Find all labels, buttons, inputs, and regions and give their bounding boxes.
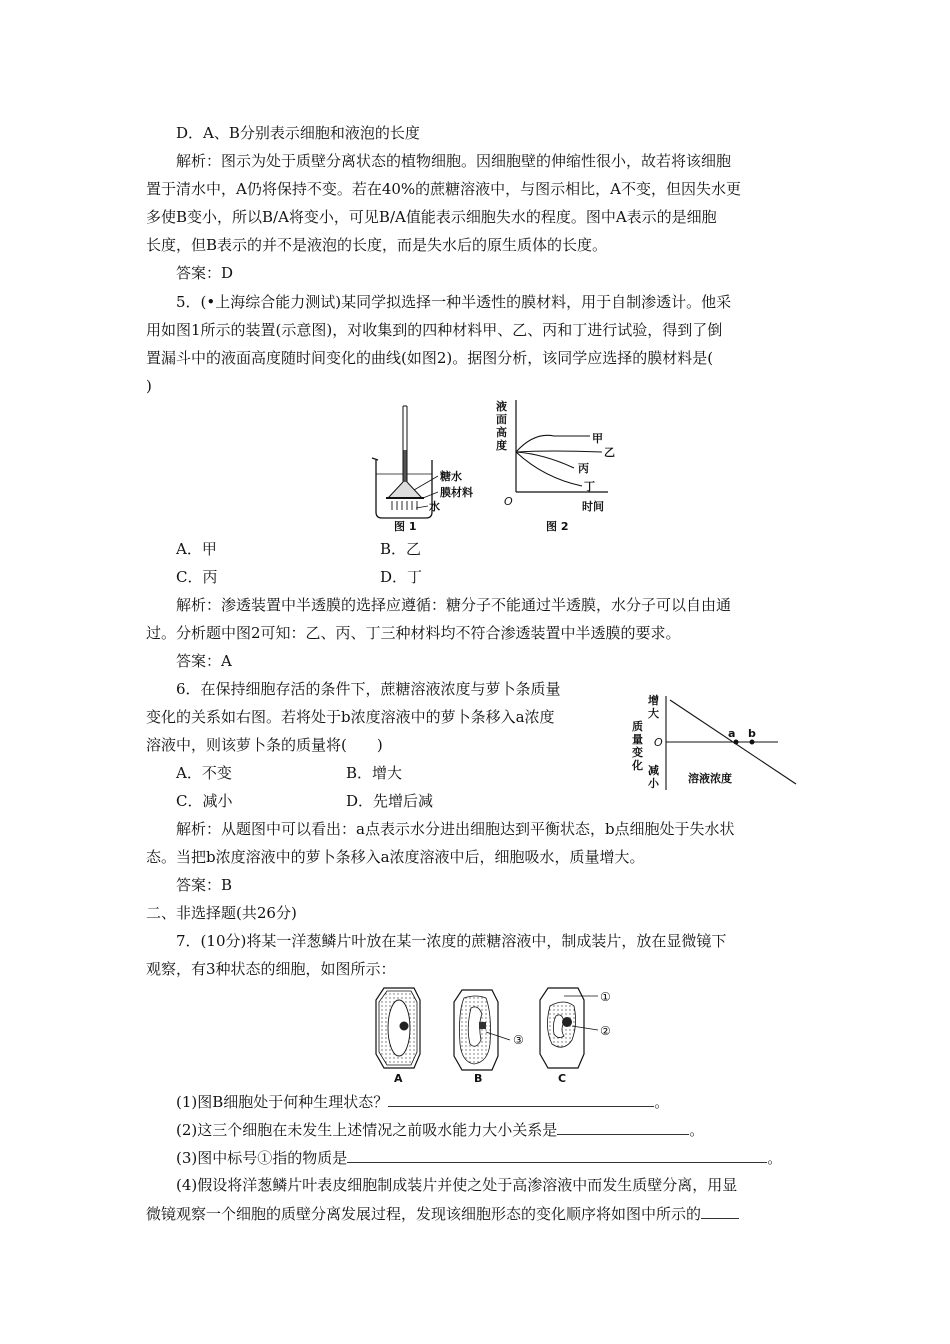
series-label: 乙 <box>604 446 615 459</box>
membrane-label: 膜材料 <box>440 486 473 499</box>
q6-analysis-line: 解析：从题图中可以看出：a点表示水分进出细胞达到平衡状态，b点细胞处于失水状 <box>176 820 735 838</box>
cell-b-label: B <box>474 1072 483 1085</box>
point-b <box>750 740 755 745</box>
q6-option-c: C．减小 <box>176 792 233 810</box>
cell-c-label: C <box>558 1072 567 1085</box>
fig2-caption: 图 2 <box>546 520 569 533</box>
q7-sub2-text: (2)这三个细胞在未发生上述情况之前吸水能力大小关系是 <box>176 1121 558 1139</box>
q7-sub3-text: (3)图中标号①指的物质是 <box>176 1149 348 1167</box>
q7-sub4-line: (4)假设将洋葱鳞片叶表皮细胞制成装片并使之处于高渗溶液中而发生质壁分离，用显 <box>176 1176 738 1194</box>
q6-stem-line: 溶液中，则该萝卜条的质量将( ) <box>146 736 383 754</box>
q6-stem-line: 变化的关系如右图。若将处于b浓度溶液中的萝卜条移入a浓度 <box>146 708 555 726</box>
graph-y-top: 增 <box>648 694 659 707</box>
graph-y-mid: 质 <box>632 720 643 733</box>
q7-sub4-text: 微镜观察一个细胞的质壁分离发展过程，发现该细胞形态的变化顺序将如图中所示的 <box>146 1205 702 1223</box>
marker-3: ③ <box>513 1033 524 1047</box>
q5-answer: 答案：A <box>176 652 232 670</box>
section-heading: 二、非选择题(共26分) <box>146 904 297 922</box>
q6-analysis-line: 态。当把b浓度溶液中的萝卜条移入a浓度溶液中后，细胞吸水，质量增大。 <box>146 848 645 866</box>
chart-ylabel-char: 高 <box>496 426 507 439</box>
q4-analysis-line: 多使B变小，所以B/A将变小，可见B/A值能表示细胞失水的程度。图中A表示的是细胞 <box>146 208 717 226</box>
marker-2: ② <box>600 1024 611 1038</box>
series-label: 丁 <box>584 480 595 493</box>
answer-blank[interactable] <box>701 1202 739 1219</box>
graph-y-top: 大 <box>648 707 659 720</box>
series-yi-curve <box>516 451 602 452</box>
q5-option-a: A．甲 <box>176 540 217 558</box>
q4-answer: 答案：D <box>176 264 234 282</box>
q6-stem-line: 6．在保持细胞存活的条件下，蔗糖溶液浓度与萝卜条质量 <box>176 680 561 698</box>
q7-sub2-end: 。 <box>689 1121 705 1139</box>
sugar-water-label: 糖水 <box>440 470 462 483</box>
point-b-label: b <box>748 727 756 740</box>
q4-analysis-line: 解析：图示为处于质壁分离状态的植物细胞。因细胞壁的伸缩性很小，故若将该细胞 <box>176 152 732 170</box>
graph-y-mid: 变 <box>632 746 643 759</box>
q7-stem-line: 7．(10分)将某一洋葱鳞片叶放在某一浓度的蔗糖溶液中，制成装片，放在显微镜下 <box>176 932 727 950</box>
q5-option-c: C．丙 <box>176 568 218 586</box>
q5-stem-line: 用如图1所示的装置(示意图)，对收集到的四种材料甲、乙、丙和丁进行试验，得到了倒 <box>146 321 723 339</box>
chart-ylabel-char: 液 <box>496 400 507 413</box>
graph-y-bottom: 减 <box>648 764 659 777</box>
q6-answer: 答案：B <box>176 876 233 894</box>
cells-figure <box>368 984 638 1086</box>
q6-option-d: D．先增后减 <box>346 792 434 810</box>
q5-analysis-line: 解析：渗透装置中半透膜的选择应遵循：糖分子不能通过半透膜，水分子可以自由通 <box>176 596 732 614</box>
q7-sub1-end: 。 <box>654 1093 670 1111</box>
q7-sub3-end: 。 <box>767 1149 783 1167</box>
series-label: 甲 <box>592 432 603 445</box>
q6-option-b: B．增大 <box>346 764 403 782</box>
answer-blank[interactable] <box>557 1118 689 1135</box>
cell-b <box>454 990 510 1070</box>
cell-c <box>540 988 598 1068</box>
point-a <box>734 740 739 745</box>
q5-analysis-line: 过。分析题中图2可知：乙、丙、丁三种材料均不符合渗透装置中半透膜的要求。 <box>146 624 681 642</box>
graph-y-mid: 量 <box>632 733 643 746</box>
graph-xlabel: 溶液浓度 <box>688 772 732 785</box>
liquid-height-chart <box>494 392 624 533</box>
chart-ylabel-char: 度 <box>496 439 507 452</box>
cell-a-label: A <box>394 1072 403 1085</box>
q4-analysis-line: 长度，但B表示的并不是液泡的长度，而是失水后的原生质体的长度。 <box>146 236 608 254</box>
graph-origin: O <box>654 736 663 749</box>
answer-blank[interactable] <box>347 1146 767 1163</box>
cell-a <box>376 988 420 1068</box>
series-label: 丙 <box>578 462 589 475</box>
q7-sub1 <box>176 1090 669 1113</box>
q6-option-a: A．不变 <box>176 764 232 782</box>
osmometer-figure <box>368 398 498 533</box>
q7-sub2 <box>176 1118 704 1141</box>
q5-option-b: B．乙 <box>380 540 422 558</box>
q5-stem-line: ) <box>146 377 152 395</box>
mass-change-graph <box>628 690 808 800</box>
q7-stem-line: 观察，有3种状态的细胞，如图所示： <box>146 960 396 978</box>
q4-analysis-line: 置于清水中，A仍将保持不变。若在40%的蔗糖溶液中，与图示相比，A不变，但因失水更 <box>146 180 742 198</box>
q7-sub1-text: (1)图B细胞处于何种生理状态？ <box>176 1093 389 1111</box>
series-ding-curve <box>516 452 582 486</box>
chart-ylabel-char: 面 <box>496 413 507 426</box>
q5-option-d: D．丁 <box>380 568 423 586</box>
fig1-caption: 图 1 <box>394 520 417 533</box>
water-label: 水 <box>429 500 440 513</box>
graph-y-bottom: 小 <box>648 777 659 790</box>
q7-sub3 <box>176 1146 782 1169</box>
graph-y-mid: 化 <box>632 759 643 772</box>
q5-stem-line: 置漏斗中的液面高度随时间变化的曲线(如图2)。据图分析，该同学应选择的膜材料是( <box>146 349 714 367</box>
marker-1: ① <box>600 990 611 1004</box>
chart-origin: O <box>504 495 513 508</box>
series-jia-curve <box>516 435 590 452</box>
chart-xlabel: 时间 <box>582 500 604 513</box>
answer-blank[interactable] <box>388 1090 654 1107</box>
point-a-label: a <box>728 727 736 740</box>
q4-option-d: D．A、B分别表示细胞和液泡的长度 <box>176 124 420 142</box>
q5-stem-line: 5．(•上海综合能力测试)某同学拟选择一种半透性的膜材料，用于自制渗透计。他采 <box>176 293 732 311</box>
q7-sub4-line <box>146 1202 739 1225</box>
